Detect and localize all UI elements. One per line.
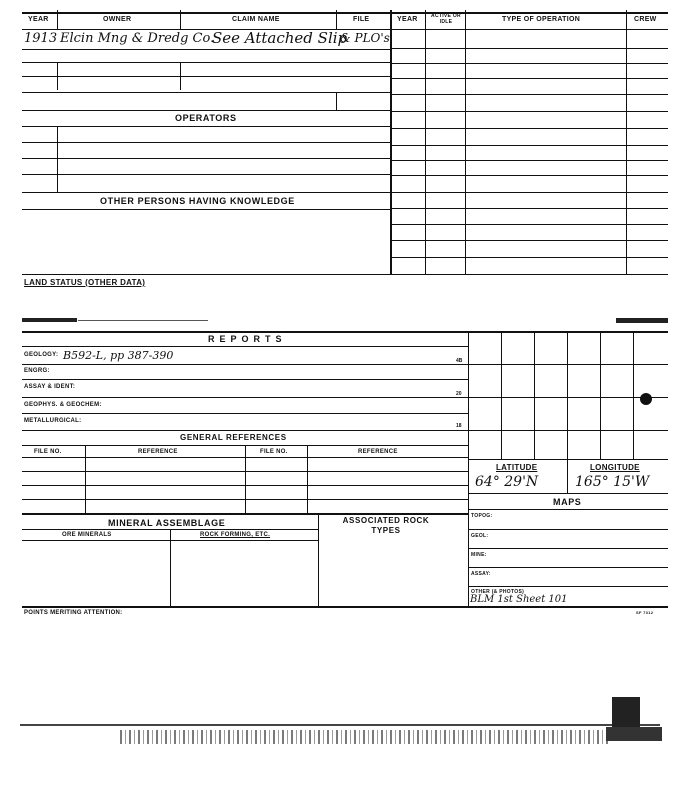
metallurgical-label: METALLURGICAL: (24, 418, 82, 424)
location-dot-icon (640, 393, 652, 405)
gr-row-line (22, 499, 468, 500)
associated-rock-types: ASSOCIATED ROCK TYPES (342, 516, 430, 535)
scan-artifact-block (606, 727, 662, 741)
entry-year: 1913 (24, 31, 58, 46)
maps-other: OTHER (& PHOTOS) (471, 589, 525, 595)
grid-row (468, 397, 668, 398)
claim-divider (336, 10, 337, 30)
maps-mine: MINE: (471, 552, 487, 558)
entry-claim-name: See Attached Slip (212, 29, 348, 47)
operation-row-line (390, 160, 668, 161)
other-persons-label: OTHER PERSONS HAVING KNOWLEDGE (100, 196, 295, 206)
gr-row-line (22, 457, 468, 458)
right-panel-divider (468, 331, 469, 607)
owner-row-line (22, 76, 390, 77)
geology-label: GEOLOGY: (24, 352, 59, 358)
maps-top-line (468, 493, 668, 494)
scan-artifact-line (20, 724, 660, 726)
year-divider (57, 10, 58, 30)
operation-row-line (390, 48, 668, 49)
gr-col-line (245, 445, 246, 513)
operators-header-line (22, 126, 390, 127)
operation-row-line (390, 128, 668, 129)
maps-other-value: BLM 1st Sheet 101 (470, 594, 568, 605)
land-status-label: LAND STATUS (OTHER DATA) (24, 278, 146, 287)
operators-top-line (22, 110, 390, 111)
points-meriting-label: POINTS MERITING ATTENTION: (24, 610, 123, 616)
maps-topog: TOPOG: (471, 513, 493, 519)
footer-line (22, 606, 668, 608)
operators-row-line (22, 192, 390, 193)
assay-label: ASSAY & IDENT: (24, 384, 76, 390)
scan-artifact-band (120, 730, 610, 744)
grid-col (534, 331, 535, 459)
header-claim-name: CLAIM NAME (232, 16, 280, 23)
gr-file-no-1: FILE NO. (34, 449, 62, 455)
header-crew: CREW (634, 16, 657, 23)
grid-col (633, 331, 634, 459)
header-file: FILE (353, 16, 370, 23)
operation-row-line (390, 257, 668, 258)
form-code: SF 7312 (636, 610, 654, 615)
header-active-idle: ACTIVE OR IDLE (431, 13, 461, 25)
operators-row-line (22, 174, 390, 175)
owner-col-line (336, 92, 337, 110)
grid-col (567, 331, 568, 459)
metallurgical-num: 18 (456, 423, 462, 429)
gr-reference-2: REFERENCE (358, 449, 398, 455)
maps-row-line (468, 567, 668, 568)
operation-row-line (390, 192, 668, 193)
assay-num: 20 (456, 391, 462, 397)
general-references-title: GENERAL REFERENCES (180, 433, 287, 442)
operation-row-line (390, 208, 668, 209)
mineral-title: MINERAL ASSEMBLAGE (108, 518, 226, 528)
mineral-divider (318, 513, 319, 607)
longitude-value: 165° 15'W (575, 474, 650, 490)
grid-col (600, 331, 601, 459)
gr-row-line (22, 485, 468, 486)
operation-row-line (390, 94, 668, 95)
active-divider (465, 10, 466, 274)
mineral-top-line (22, 513, 468, 515)
scan-smudge (78, 320, 208, 321)
operation-row-line (390, 240, 668, 241)
maps-row-line (468, 586, 668, 587)
grid-col (501, 331, 502, 459)
operators-col-line (57, 126, 58, 192)
owner-row-line (22, 49, 390, 50)
grid-row (468, 459, 668, 460)
latitude-value: 64° 29'N (475, 474, 539, 490)
scan-smudge (22, 318, 77, 322)
header-owner: OWNER (103, 16, 132, 23)
maps-row-line (468, 529, 668, 530)
ore-minerals-label: ORE MINERALS (62, 532, 112, 538)
geology-num: 4B (456, 358, 463, 364)
rock-forming-label: ROCK FORMING, ETC. (200, 532, 271, 538)
owner-col-line (57, 62, 58, 90)
operation-row-line (390, 111, 668, 112)
maps-header-line (468, 509, 668, 510)
reports-row-line (22, 413, 468, 414)
reports-row-line (22, 430, 468, 431)
engrg-label: ENGRG: (24, 368, 50, 374)
maps-assay: ASSAY: (471, 571, 491, 577)
owner-row-line (22, 62, 390, 63)
header-year-2: YEAR (397, 16, 418, 23)
entry-owner: Elcin Mng & Dredg Co. (60, 31, 215, 46)
operation-row-line (390, 63, 668, 64)
top-border (22, 12, 668, 14)
scan-smudge (616, 318, 668, 323)
reports-header-line (22, 346, 468, 347)
maps-title: MAPS (553, 497, 582, 507)
maps-row-line (468, 548, 668, 549)
entry-file: & PLO's (340, 31, 390, 45)
longitude-label: LONGITUDE (590, 463, 640, 472)
geology-value: B592-L, pp 387-390 (63, 349, 174, 362)
grid-row (468, 364, 668, 365)
type-divider (626, 10, 627, 274)
reports-row-line (22, 364, 468, 365)
operation-row-line (390, 175, 668, 176)
gr-file-no-2: FILE NO. (260, 449, 288, 455)
latlong-divider (567, 459, 568, 493)
owner-row-line (22, 92, 390, 93)
reports-row-line (22, 379, 468, 380)
reports-row-line (22, 397, 468, 398)
operation-row-line (390, 145, 668, 146)
other-persons-line (22, 209, 390, 210)
scan-artifact-block (612, 697, 640, 727)
gr-reference-1: REFERENCE (138, 449, 178, 455)
maps-geol: GEOL: (471, 533, 489, 539)
grid-row (468, 430, 668, 431)
gr-col-line (307, 445, 308, 513)
owner-divider (180, 10, 181, 30)
header-type-operation: TYPE OF OPERATION (502, 16, 581, 23)
operation-row-line (390, 224, 668, 225)
reports-title: REPORTS (208, 334, 287, 344)
latitude-label: LATITUDE (496, 463, 538, 472)
operators-row-line (22, 158, 390, 159)
gr-col-line (85, 445, 86, 513)
reports-top-line (22, 331, 668, 333)
operators-label: OPERATORS (175, 113, 237, 123)
operation-row-line (390, 78, 668, 79)
geophys-label: GEOPHYS. & GEOCHEM: (24, 402, 102, 408)
mineral-sub-line (22, 540, 318, 541)
year2-divider (425, 10, 426, 274)
gr-row-line (22, 471, 468, 472)
land-status-line (22, 274, 668, 275)
header-year: YEAR (28, 16, 49, 23)
center-divider (390, 10, 392, 274)
operators-row-line (22, 142, 390, 143)
owner-col-line (180, 62, 181, 90)
